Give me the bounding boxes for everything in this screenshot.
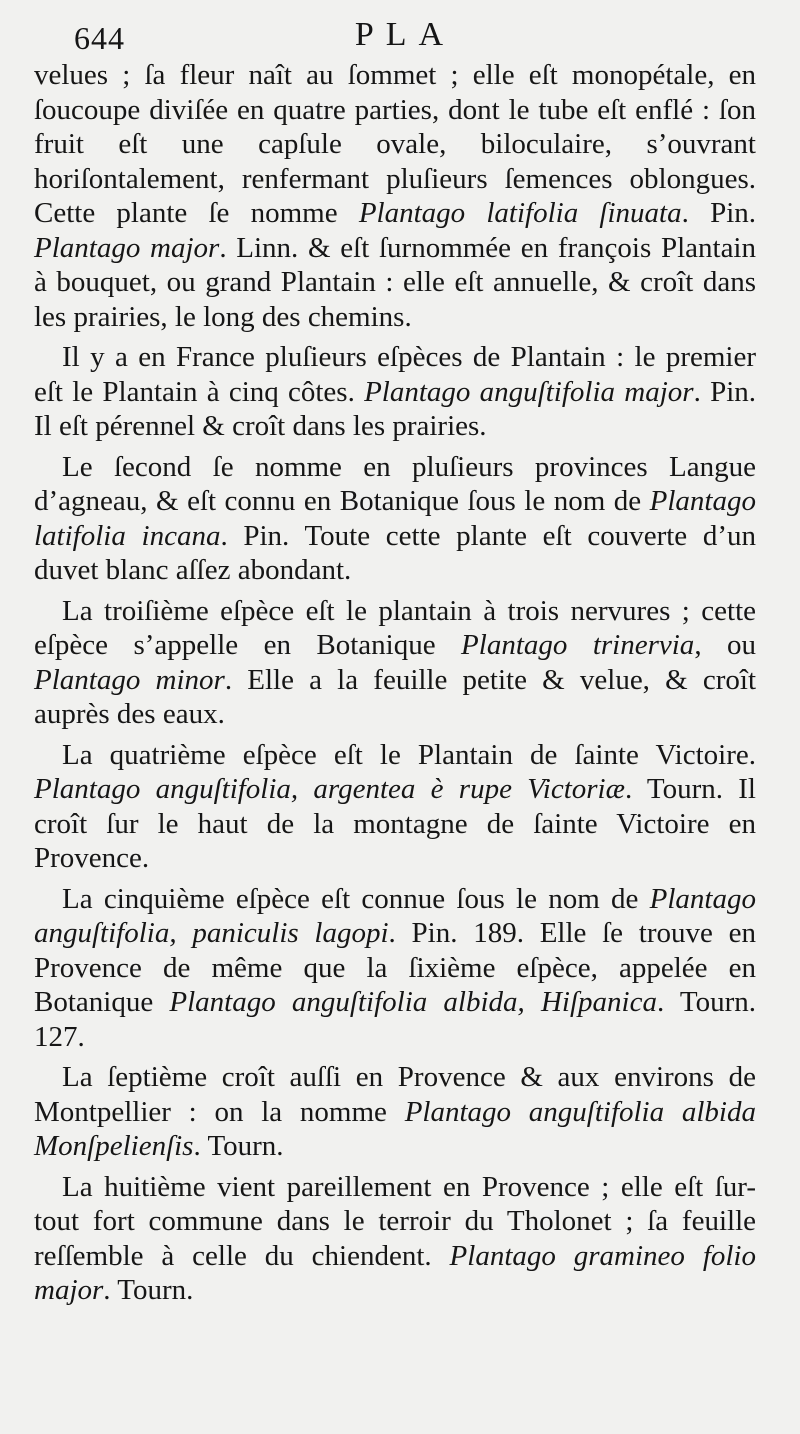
- paragraph: [34, 1170, 756, 1308]
- text-run: , ou: [694, 629, 756, 661]
- text-run: velues ; ſa fleur naît au ſommet ; elle eſt monopétale, en ſoucoupe diviſée en quatre parties, dont le tube eſt enflé : ſon fruit eſt une capſule ovale, biloculaire, s’ouvrant horiſontalement, renfermant pluſieurs ſemences oblongues. Cette plante ſe nomme: [34, 59, 756, 229]
- running-head: PLA: [354, 16, 456, 53]
- text-run: . Tourn. 127.: [34, 986, 756, 1053]
- paragraph: [34, 882, 756, 1055]
- italic-run: Plantago anguſtifolia, argentea è rupe Victoriæ: [34, 773, 625, 805]
- italic-run: Plantago anguſtifolia albida Monſpelienſis: [34, 1095, 756, 1162]
- paragraph: [34, 58, 756, 334]
- text-run: . Tourn.: [103, 1274, 194, 1306]
- text-run: . Pin. 189. Elle ſe trouve en Provence de même que la ſixième eſpèce, appelée en Botanique: [34, 917, 756, 1018]
- paragraph: [34, 594, 756, 732]
- text-run: . Pin.: [681, 197, 757, 229]
- paragraph: [34, 1060, 756, 1164]
- text-run: La huitième vient pareillement en Provence ; elle eſt ſur-tout fort commune dans le terroir du Tholonet ; ſa feuille reſſemble à celle du chiendent.: [34, 1170, 756, 1272]
- page-number: 644: [74, 20, 125, 56]
- text-run: . Elle a la feuille petite & velue, & croît auprès des eaux.: [34, 663, 757, 730]
- italic-run: Plantago anguſtifolia albida, Hiſpanica: [169, 986, 657, 1018]
- italic-run: Plantago trinervia: [461, 629, 695, 661]
- italic-run: Plantago major: [34, 231, 220, 264]
- text-run: Il y a en France pluſieurs eſpèces de Plantain : le premier eſt le Plantain à cinq côtes.: [34, 341, 756, 408]
- text-run: . Tourn. Il croît ſur le haut de la montagne de ſainte Victoire en Provence.: [34, 773, 756, 874]
- italic-run: Plantago minor: [34, 663, 225, 696]
- italic-run: Plantago anguſtifolia, paniculis lagopi: [34, 882, 756, 949]
- text-run: . Pin. Il eſt pérennel & croît dans les prairies.: [34, 375, 756, 442]
- text-run: La cinquième eſpèce eſt connue ſous le nom de: [62, 882, 650, 915]
- text-run: . Tourn.: [193, 1130, 284, 1162]
- italic-run: Plantago latifolia incana: [34, 485, 756, 552]
- paragraph: [34, 340, 756, 444]
- body-text: [34, 58, 756, 1308]
- text-run: . Pin. Toute cette plante eſt couverte d’un duvet blanc aſſez abondant.: [34, 519, 756, 586]
- text-run: La troiſième eſpèce eſt le plantain à trois nervures ; cette eſpèce s’appelle en Botanique: [34, 594, 756, 661]
- paragraph: [34, 738, 756, 876]
- italic-run: Plantago anguſtifolia major: [364, 375, 694, 408]
- italic-run: Plantago latifolia ſinuata: [358, 197, 682, 229]
- text-run: La ſeptième croît auſſi en Provence & aux environs de Montpellier : on la nomme: [34, 1061, 756, 1128]
- italic-run: Plantago gramineo folio major: [34, 1239, 756, 1306]
- page-header: [34, 0, 756, 58]
- text-run: Le ſecond ſe nomme en pluſieurs provinces Langue d’agneau, & eſt connu en Botanique ſous le nom de: [34, 450, 756, 517]
- text-run: La quatrième eſpèce eſt le Plantain de ſainte Victoire.: [62, 738, 756, 771]
- text-run: . Linn. & eſt ſurnommée en françois Plantain à bouquet, ou grand Plantain : elle eſt annuelle, & croît dans les prairies, le long des chemins.: [34, 231, 756, 333]
- paragraph: [34, 450, 756, 588]
